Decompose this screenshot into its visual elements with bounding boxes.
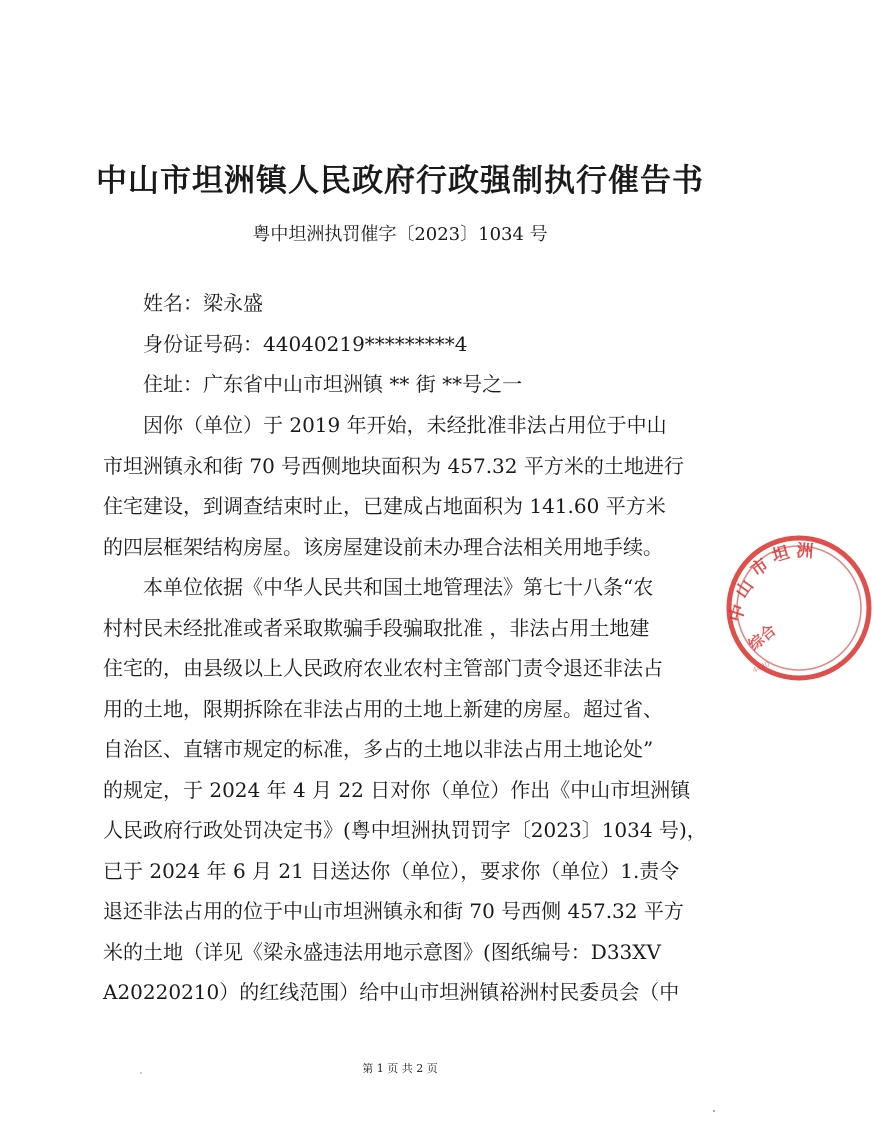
- body-line: 住宅建设，到调查结束时止，已建成占地面积为 141.60 平方米: [103, 494, 666, 518]
- official-seal-icon: [724, 533, 874, 683]
- svg-text:综合: 综合: [745, 620, 780, 655]
- address-line: 住址：广东省中山市坦洲镇 ** 街 **号之一: [143, 372, 523, 396]
- page-footer: 第 1 页 共 2 页: [362, 1062, 438, 1075]
- body-line: 本单位依据《中华人民共和国土地管理法》第七十八条“农: [143, 575, 654, 599]
- name-line: 姓名：梁永盛: [143, 291, 263, 315]
- body-line: 市坦洲镇永和街 70 号西侧地块面积为 457.32 平方米的土地进行: [103, 454, 684, 478]
- svg-text:市: 市: [747, 554, 773, 582]
- svg-text:中: 中: [725, 602, 751, 625]
- body-line: A20220210）的红线范围）给中山市坦洲镇裕洲村民委员会（中: [103, 980, 680, 1004]
- body-line: 的规定，于 2024 年 4 月 22 日对你（单位）作出《中山市坦洲镇: [103, 778, 691, 802]
- body-line: 自治区、直辖市规定的标准，多占的土地以非法占用土地论处”: [103, 737, 654, 761]
- body-line: 人民政府行政处罚决定书》(粤中坦洲执罚罚字〔2023〕1034 号)，: [103, 818, 707, 842]
- document-title: 中山市坦洲镇人民政府行政强制执行催告书: [96, 163, 704, 199]
- body-line: 已于 2024 年 6 月 21 日送达你（单位），要求你（单位）1.责令: [103, 859, 680, 883]
- body-line: 的四层框架结构房屋。该房屋建设前未办理合法相关用地手续。: [103, 535, 663, 559]
- svg-text:洲: 洲: [795, 541, 815, 563]
- document-number: 粤中坦洲执罚催字〔2023〕1034 号: [252, 224, 548, 245]
- body-line: 米的土地（详见《梁永盛违法用地示意图》(图纸编号：D33XV: [103, 940, 661, 964]
- body-line: 退还非法占用的位于中山市坦洲镇永和街 70 号西侧 457.32 平方: [103, 899, 684, 923]
- body-line: 村村民未经批准或者采取欺骗手段骗取批准 ，非法占用土地建: [103, 616, 650, 640]
- svg-text:4420: 4420: [751, 660, 772, 675]
- scan-dot: [713, 1110, 715, 1112]
- scan-dot: [140, 1072, 142, 1074]
- id-number-line: 身份证号码：44040219*********4: [143, 332, 468, 356]
- body-line: 用的土地，限期拆除在非法占用的土地上新建的房屋。超过省、: [103, 697, 663, 721]
- svg-text:山: 山: [731, 576, 758, 602]
- svg-text:坦: 坦: [769, 542, 792, 567]
- body-line: 住宅的，由县级以上人民政府农业农村主管部门责令退还非法占: [103, 656, 663, 680]
- body-line: 因你（单位）于 2019 年开始，未经批准非法占用位于中山: [143, 413, 667, 437]
